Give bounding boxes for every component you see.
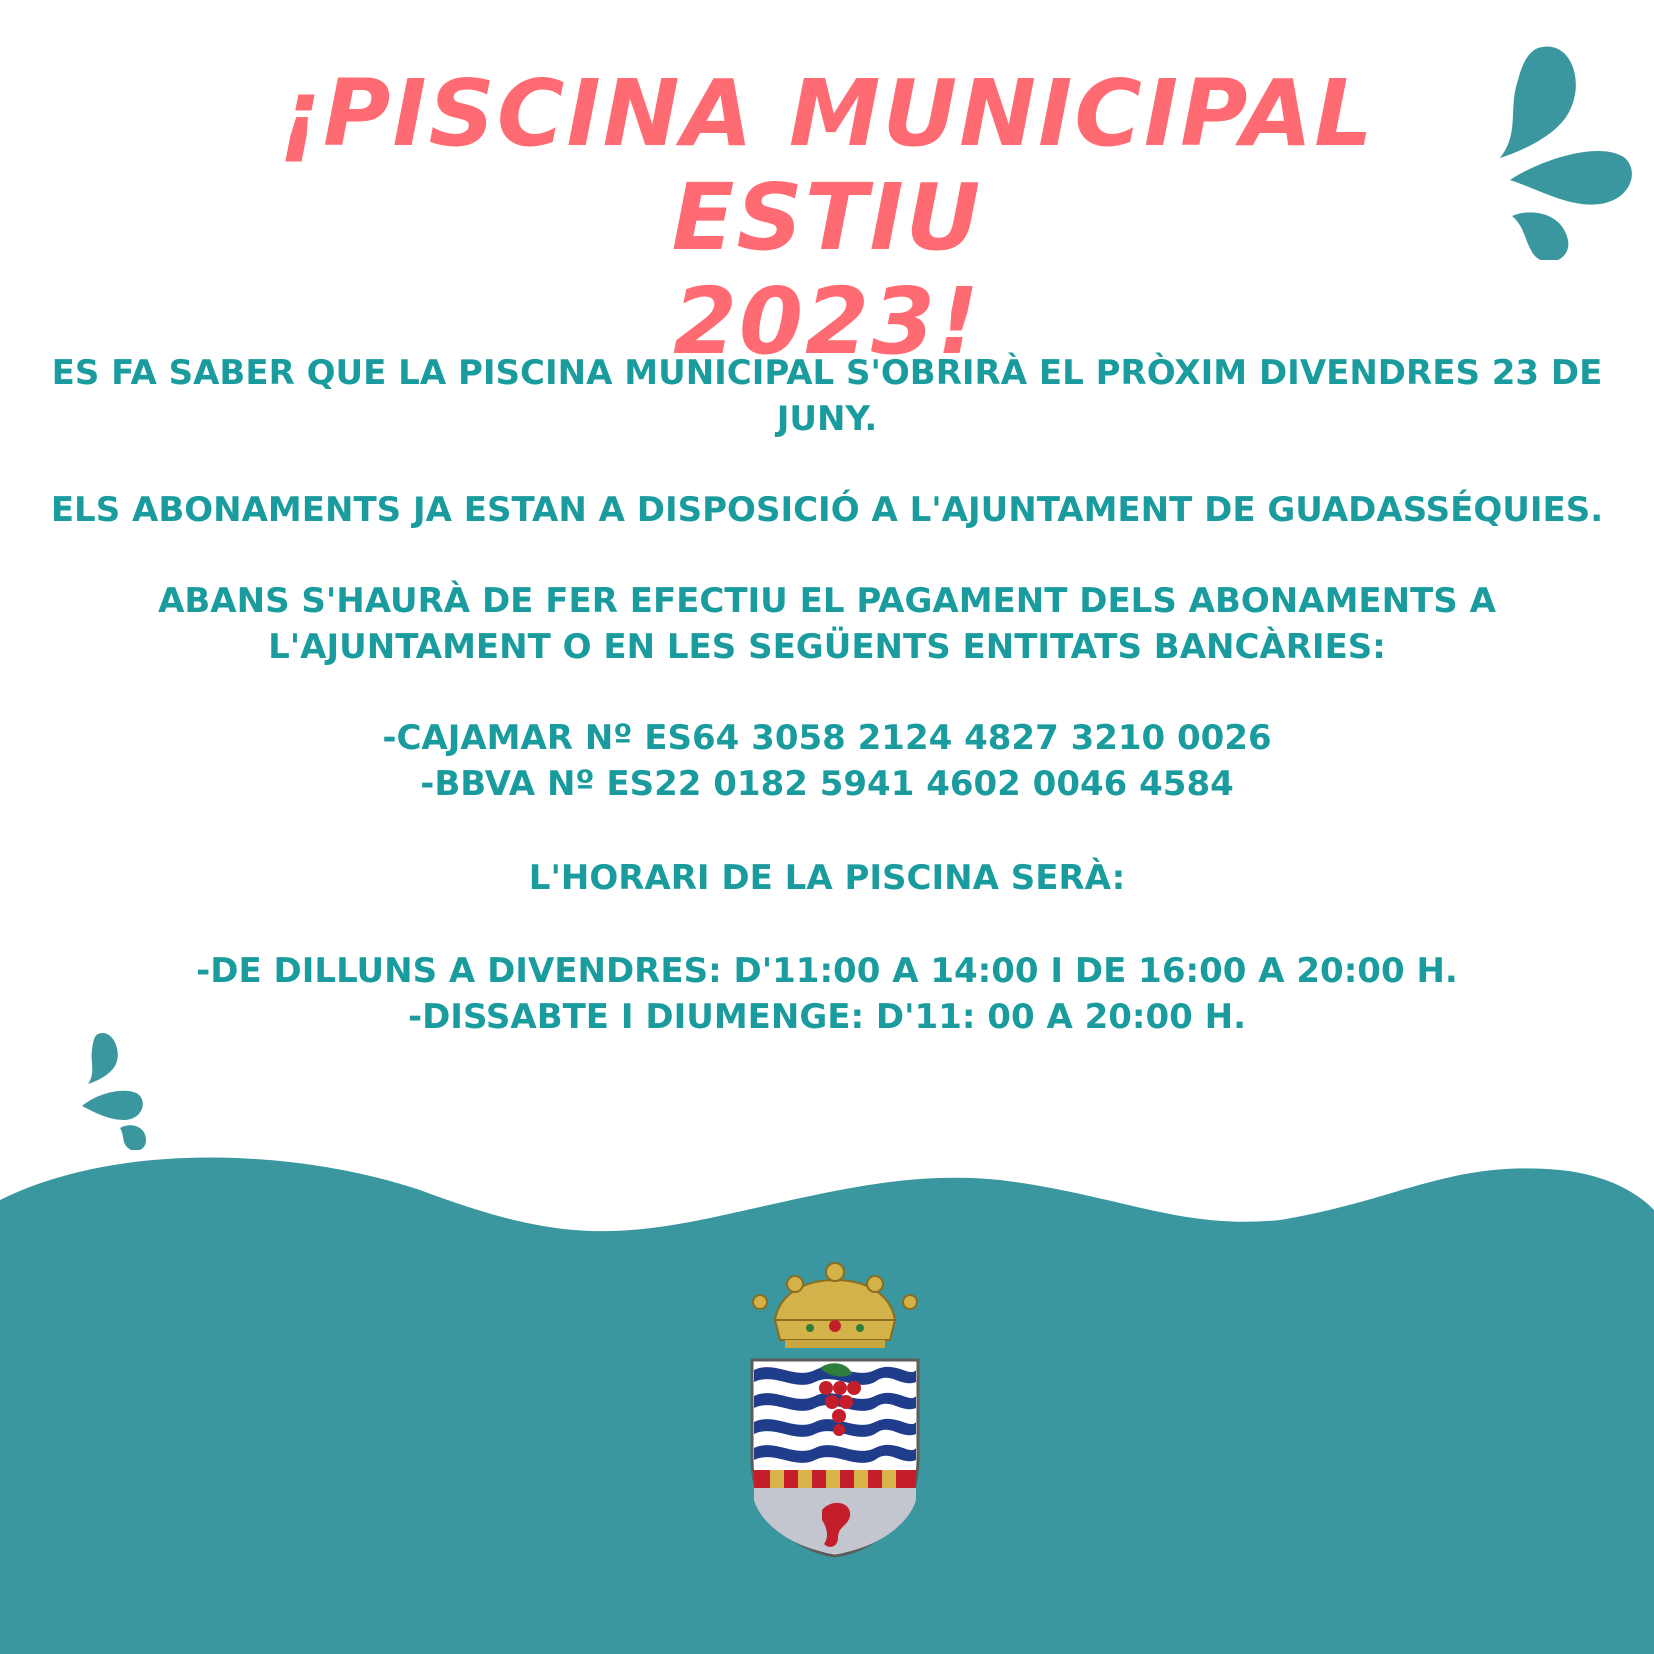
bank-accounts: [20, 715, 1634, 807]
bank-account-bbva: -BBVA Nº ES22 0182 5941 4602 0046 4584: [420, 764, 1234, 804]
opening-notice: [20, 350, 1634, 442]
opening-line-1: ES FA SABER QUE LA PISCINA MUNICIPAL S'OBRIRÀ EL PRÒXIM DIVENDRES 23 DE: [51, 353, 1603, 393]
payment-line-1: ABANS S'HAURÀ DE FER EFECTIU EL PAGAMENT DELS ABONAMENTS A: [158, 581, 1496, 621]
schedule-weekend: -DISSABTE I DIUMENGE: D'11: 00 A 20:00 H.: [407, 997, 1247, 1037]
payment-notice: [20, 578, 1634, 670]
opening-line-2: JUNY.: [776, 399, 878, 439]
small-water-drops-icon: [78, 1030, 158, 1150]
coat-of-arms-icon: [740, 1260, 930, 1560]
title-line-2: 2023!: [672, 268, 981, 375]
water-drops-icon: [1490, 40, 1640, 260]
schedule: [20, 948, 1634, 1040]
schedule-heading: L'HORARI DE LA PISCINA SERÀ:: [528, 858, 1126, 898]
poster-title: [180, 62, 1474, 374]
abonaments-notice: ELS ABONAMENTS JA ESTAN A DISPOSICIÓ A L'AJUNTAMENT DE GUADASSÉQUIES.: [50, 490, 1604, 530]
bank-account-cajamar: -CAJAMAR Nº ES64 3058 2124 4827 3210 0026: [382, 718, 1272, 758]
title-line-1: ¡PISCINA MUNICIPAL ESTIU: [279, 60, 1375, 271]
schedule-weekdays: -DE DILLUNS A DIVENDRES: D'11:00 A 14:00 I DE 16:00 A 20:00 H.: [196, 951, 1458, 991]
payment-line-2: L'AJUNTAMENT O EN LES SEGÜENTS ENTITATS BANCÀRIES:: [268, 627, 1386, 667]
